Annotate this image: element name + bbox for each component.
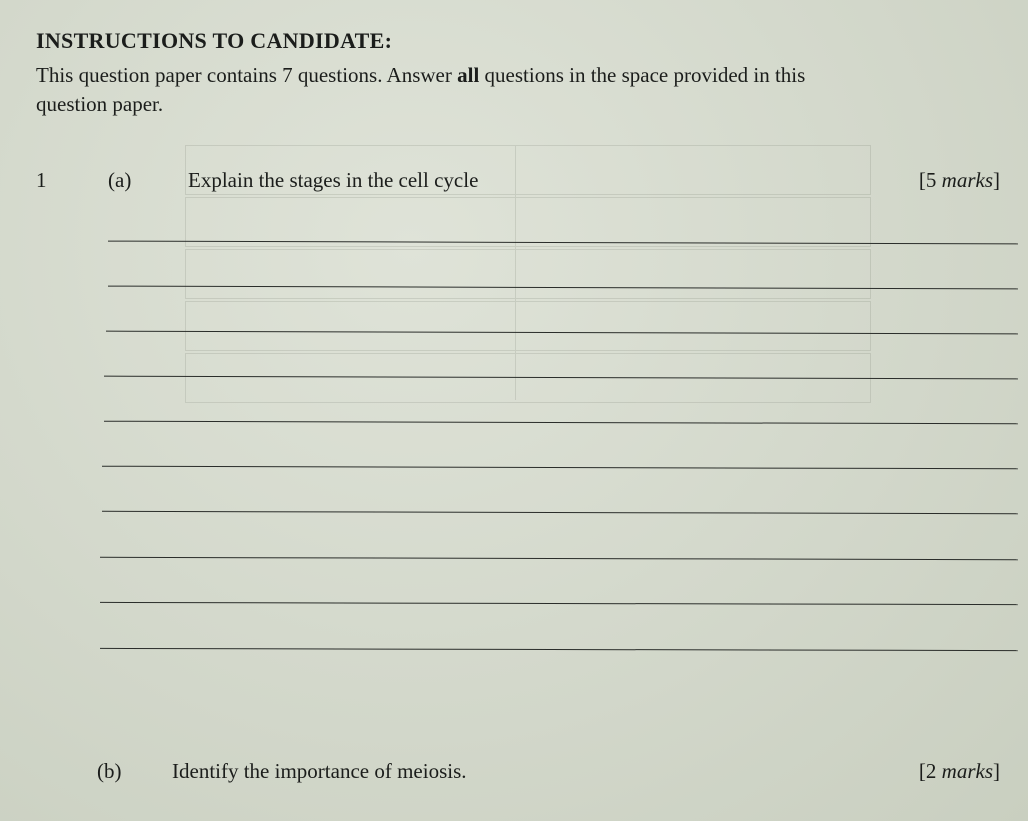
part-a-marks-word: marks <box>941 168 993 192</box>
answer-line[interactable] <box>102 466 1018 470</box>
instructions-line2: question paper. <box>36 92 164 116</box>
part-b-marks-open: [2 <box>918 759 942 783</box>
answer-line[interactable] <box>104 421 1018 425</box>
part-b-marks-close: ] <box>993 759 1000 783</box>
instructions-line1-start: This question paper contains 7 questions. Answer <box>36 63 458 87</box>
part-a-label: (a) <box>108 168 132 192</box>
answer-line[interactable] <box>102 511 1018 514</box>
answer-line[interactable] <box>100 602 1018 605</box>
part-a-marks-close: ] <box>993 168 1000 192</box>
answer-line[interactable] <box>100 557 1018 560</box>
part-a-marks <box>919 168 1000 193</box>
part-a-marks-open: [5 <box>918 168 942 192</box>
part-a-question: Explain the stages in the cell cycle <box>188 168 479 192</box>
part-b-marks <box>919 759 1000 784</box>
part-b-marks-word: marks <box>941 759 993 783</box>
part-b-label: (b) <box>97 759 122 783</box>
instructions-line1-bold: all <box>457 63 480 87</box>
part-b-question: Identify the importance of meiosis. <box>172 759 467 783</box>
instructions-heading: INSTRUCTIONS TO CANDIDATE: <box>36 28 393 53</box>
instructions-line1-end: questions in the space provided in this <box>479 63 806 87</box>
answer-line[interactable] <box>100 648 1018 651</box>
instructions-text <box>36 61 1006 119</box>
question-number: 1 <box>36 168 47 192</box>
